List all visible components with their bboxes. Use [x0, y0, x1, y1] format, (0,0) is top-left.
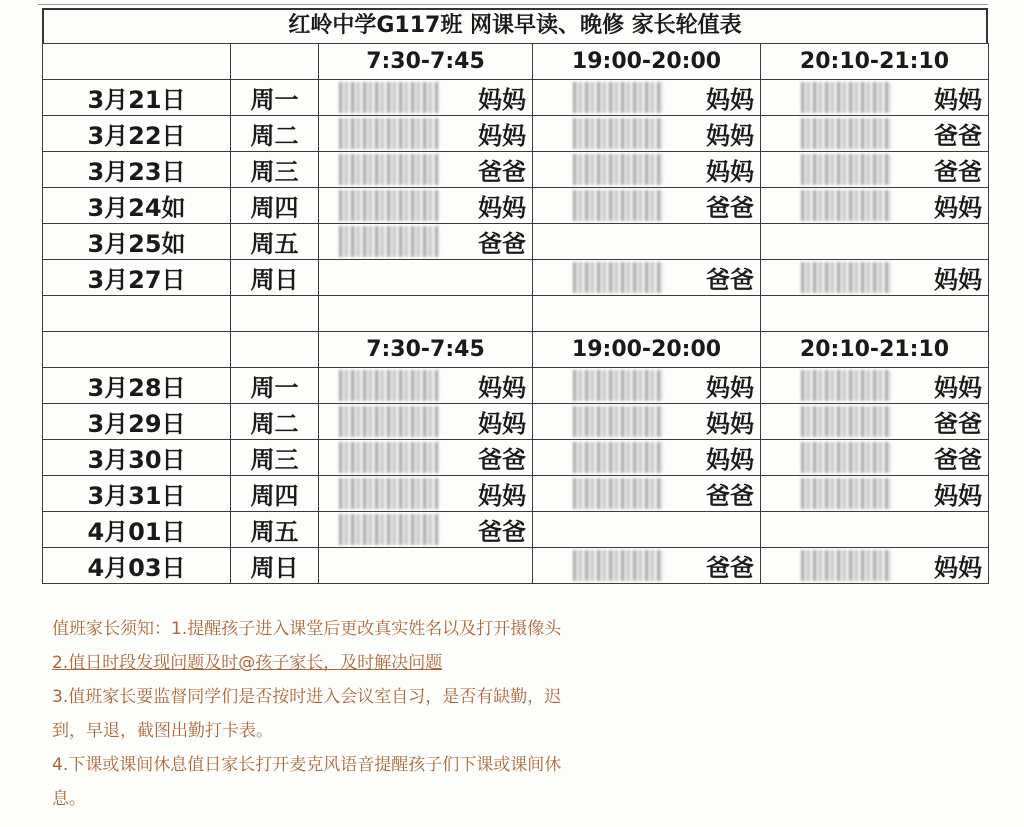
spacer-row [43, 296, 989, 332]
duty-parent-cell [319, 224, 533, 260]
duty-parent-cell [319, 80, 533, 116]
redacted-name-blur [339, 118, 439, 149]
date-cell: 4月03日 [43, 548, 231, 584]
redacted-name-blur [339, 82, 439, 113]
date-cell: 3月29日 [43, 404, 231, 440]
date-cell: 3月25如 [43, 224, 231, 260]
roster-row [43, 512, 989, 548]
redacted-name-blur [801, 82, 891, 113]
duty-parent-cell [319, 188, 533, 224]
duty-parent-cell [761, 152, 989, 188]
duty-parent-cell [761, 368, 989, 404]
parent-role-label: 爸爸 [478, 158, 526, 186]
parent-role-label: 爸爸 [934, 446, 982, 474]
time-slot-header: 20:10-21:10 [761, 332, 989, 368]
parent-role-label: 妈妈 [934, 374, 982, 402]
roster-row [43, 404, 989, 440]
parent-role-label: 爸爸 [706, 554, 754, 582]
duty-parent-cell [761, 476, 989, 512]
parent-role-label: 爸爸 [934, 410, 982, 438]
weekday-cell: 周一 [231, 80, 319, 116]
time-slot-header: 19:00-20:00 [533, 332, 761, 368]
redacted-name-blur [339, 514, 439, 545]
note-line-3: 3.值班家长要监督同学们是否按时进入会议室自习，是否有缺勤，迟 [52, 687, 562, 707]
redacted-name-blur [573, 118, 663, 149]
weekday-cell: 周二 [231, 404, 319, 440]
roster-row [43, 80, 989, 116]
note-line-5: 4.下课或课间休息值日家长打开麦克风语音提醒孩子们下课或课间休 [52, 755, 562, 775]
parent-role-label: 妈妈 [478, 86, 526, 114]
weekday-cell: 周三 [231, 152, 319, 188]
time-slot-header: 7:30-7:45 [319, 332, 533, 368]
duty-notes [52, 612, 772, 816]
redacted-name-blur [573, 478, 663, 509]
parent-role-label: 妈妈 [934, 482, 982, 510]
duty-parent-cell [319, 440, 533, 476]
weekday-cell: 周一 [231, 368, 319, 404]
duty-parent-cell [761, 188, 989, 224]
page-top-rule [38, 4, 988, 5]
duty-parent-cell [533, 116, 761, 152]
redacted-name-blur [573, 154, 663, 185]
redacted-name-blur [801, 262, 891, 293]
note-line-2: 2.值日时段发现问题及时@孩子家长，及时解决问题 [52, 653, 443, 673]
duty-parent-cell [761, 512, 989, 548]
duty-parent-cell [761, 260, 989, 296]
weekday-cell: 周四 [231, 476, 319, 512]
roster-row [43, 152, 989, 188]
duty-parent-cell [761, 80, 989, 116]
time-slot-header: 7:30-7:45 [319, 44, 533, 80]
roster-title: 红岭中学G117班 网课早读、晚修 家长轮值表 [42, 8, 988, 44]
note-line-1: 值班家长须知：1.提醒孩子进入课堂后更改真实姓名以及打开摄像头 [52, 619, 562, 639]
date-cell: 3月31日 [43, 476, 231, 512]
duty-parent-cell [319, 512, 533, 548]
duty-parent-cell [319, 404, 533, 440]
time-header-row [43, 332, 989, 368]
weekday-cell: 周日 [231, 548, 319, 584]
redacted-name-blur [573, 82, 663, 113]
duty-parent-cell [761, 440, 989, 476]
redacted-name-blur [339, 190, 439, 221]
parent-role-label: 妈妈 [934, 554, 982, 582]
weekday-cell: 周三 [231, 440, 319, 476]
duty-parent-cell [533, 188, 761, 224]
redacted-name-blur [801, 190, 891, 221]
duty-parent-cell [761, 548, 989, 584]
duty-parent-cell [761, 404, 989, 440]
redacted-name-blur [573, 406, 663, 437]
roster-row [43, 548, 989, 584]
roster-row [43, 260, 989, 296]
duty-parent-cell [533, 440, 761, 476]
parent-role-label: 妈妈 [478, 482, 526, 510]
parent-role-label: 妈妈 [706, 122, 754, 150]
redacted-name-blur [573, 370, 663, 401]
redacted-name-blur [339, 154, 439, 185]
redacted-name-blur [801, 118, 891, 149]
redacted-name-blur [339, 406, 439, 437]
duty-parent-cell [319, 548, 533, 584]
weekday-cell: 周二 [231, 116, 319, 152]
date-cell: 4月01日 [43, 512, 231, 548]
parent-role-label: 妈妈 [478, 374, 526, 402]
redacted-name-blur [339, 478, 439, 509]
roster-row [43, 116, 989, 152]
roster-row [43, 476, 989, 512]
parent-role-label: 爸爸 [934, 122, 982, 150]
duty-parent-cell [319, 116, 533, 152]
parent-role-label: 爸爸 [706, 194, 754, 222]
spacer-cell [319, 296, 533, 332]
duty-parent-cell [533, 512, 761, 548]
roster-row [43, 188, 989, 224]
duty-parent-cell [533, 152, 761, 188]
parent-role-label: 妈妈 [478, 194, 526, 222]
duty-parent-cell [533, 368, 761, 404]
redacted-name-blur [801, 370, 891, 401]
weekday-cell: 周五 [231, 224, 319, 260]
parent-role-label: 妈妈 [478, 122, 526, 150]
spacer-cell [761, 296, 989, 332]
redacted-name-blur [573, 262, 663, 293]
spacer-cell [533, 296, 761, 332]
roster-table [42, 43, 989, 584]
parent-role-label: 妈妈 [934, 86, 982, 114]
date-cell: 3月21日 [43, 80, 231, 116]
parent-role-label: 妈妈 [478, 410, 526, 438]
parent-role-label: 爸爸 [706, 266, 754, 294]
roster-row [43, 224, 989, 260]
roster-row [43, 440, 989, 476]
duty-parent-cell [319, 476, 533, 512]
spacer-cell [231, 296, 319, 332]
duty-parent-cell [533, 260, 761, 296]
date-cell: 3月22日 [43, 116, 231, 152]
date-cell: 3月30日 [43, 440, 231, 476]
duty-parent-cell [533, 80, 761, 116]
parent-role-label: 妈妈 [706, 374, 754, 402]
parent-role-label: 爸爸 [478, 230, 526, 258]
date-cell: 3月23日 [43, 152, 231, 188]
duty-parent-cell [533, 548, 761, 584]
parent-role-label: 妈妈 [934, 194, 982, 222]
redacted-name-blur [801, 442, 891, 473]
redacted-name-blur [573, 550, 663, 581]
duty-parent-cell [319, 152, 533, 188]
date-cell: 3月24如 [43, 188, 231, 224]
blank-header-cell [231, 332, 319, 368]
duty-parent-cell [761, 116, 989, 152]
redacted-name-blur [801, 154, 891, 185]
blank-header-cell [43, 332, 231, 368]
time-header-row [43, 44, 989, 80]
duty-parent-cell [761, 224, 989, 260]
redacted-name-blur [339, 370, 439, 401]
time-slot-header: 20:10-21:10 [761, 44, 989, 80]
parent-role-label: 妈妈 [706, 446, 754, 474]
duty-parent-cell [319, 260, 533, 296]
time-slot-header: 19:00-20:00 [533, 44, 761, 80]
blank-header-cell [231, 44, 319, 80]
date-cell: 3月27日 [43, 260, 231, 296]
redacted-name-blur [801, 406, 891, 437]
parent-role-label: 爸爸 [478, 446, 526, 474]
date-cell: 3月28日 [43, 368, 231, 404]
note-line-4: 到，早退，截图出勤打卡表。 [52, 721, 273, 741]
roster-row [43, 368, 989, 404]
redacted-name-blur [801, 550, 891, 581]
duty-parent-cell [533, 476, 761, 512]
weekday-cell: 周五 [231, 512, 319, 548]
redacted-name-blur [573, 442, 663, 473]
redacted-name-blur [339, 442, 439, 473]
weekday-cell: 周日 [231, 260, 319, 296]
spacer-cell [43, 296, 231, 332]
duty-parent-cell [319, 368, 533, 404]
parent-role-label: 爸爸 [934, 158, 982, 186]
redacted-name-blur [339, 226, 439, 257]
redacted-name-blur [573, 190, 663, 221]
parent-role-label: 爸爸 [478, 518, 526, 546]
parent-role-label: 妈妈 [706, 158, 754, 186]
parent-role-label: 妈妈 [706, 86, 754, 114]
weekday-cell: 周四 [231, 188, 319, 224]
parent-role-label: 妈妈 [934, 266, 982, 294]
duty-parent-cell [533, 404, 761, 440]
parent-role-label: 爸爸 [706, 482, 754, 510]
parent-role-label: 妈妈 [706, 410, 754, 438]
blank-header-cell [43, 44, 231, 80]
redacted-name-blur [801, 478, 891, 509]
duty-parent-cell [533, 224, 761, 260]
note-line-6: 息。 [52, 789, 86, 809]
